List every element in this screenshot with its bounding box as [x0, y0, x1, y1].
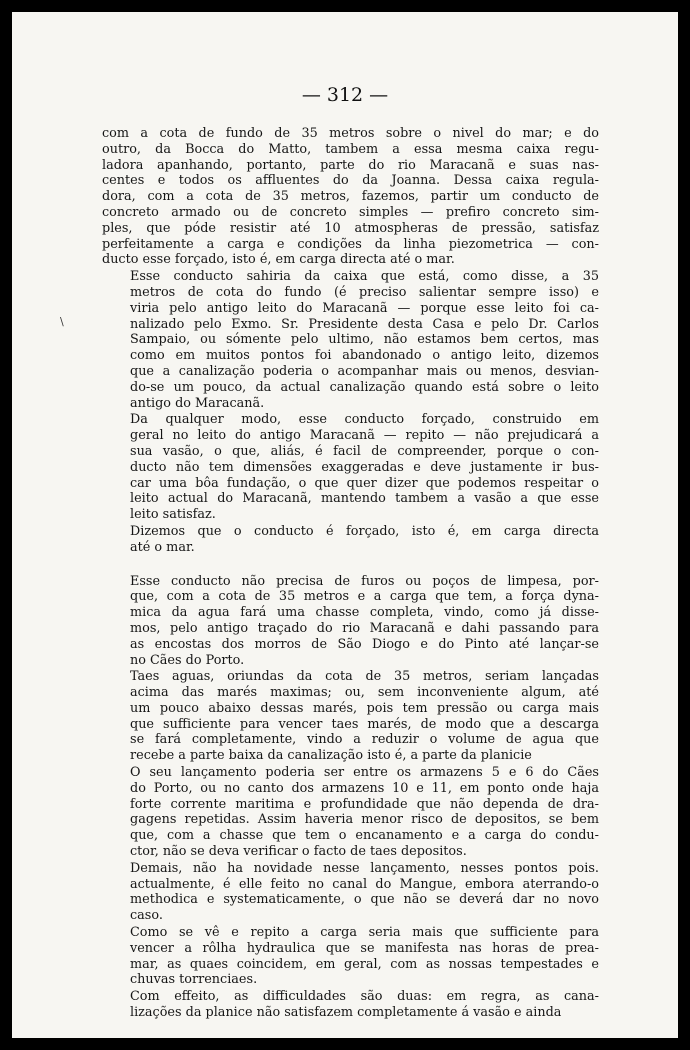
text-line: se fará completamente, vindo a reduzir o volume de agua que — [130, 732, 599, 748]
text-line: que, com a chasse que tem o encanamento e a carga do condu- — [130, 828, 599, 844]
body-text — [102, 126, 599, 1021]
text-line: Com effeito, as difficuldades são duas: em regra, as cana- — [130, 989, 599, 1005]
text-line: nalizado pelo Exmo. Sr. Presidente desta Casa e pelo Dr. Carlos — [130, 316, 599, 332]
book-page — [12, 12, 678, 1038]
text-line: Da qualquer modo, esse conducto forçado, construido em — [130, 412, 599, 428]
text-line: leito actual do Maracanã, mantendo tambem a vasão a que esse — [130, 491, 599, 507]
text-line: ducto não tem dimensões exaggeradas e deve justamente ir bus- — [130, 459, 599, 475]
paragraph — [102, 925, 599, 988]
text-line: gagens repetidas. Assim haveria menor risco de depositos, se bem — [130, 812, 599, 828]
text-line: Esse conducto não precisa de furos ou poços de limpesa, por- — [130, 573, 599, 589]
paragraph — [102, 524, 599, 556]
text-line: acima das marés maximas; ou, sem inconveniente algum, até — [130, 685, 599, 701]
text-line: que, com a cota de 35 metros e a carga que tem, a força dyna- — [130, 589, 599, 605]
text-line: chuvas torrenciaes. — [130, 972, 258, 988]
text-line: ladora apanhando, portanto, parte do rio Maracanã e suas nas- — [102, 157, 599, 173]
margin-mark: \ — [60, 315, 64, 328]
text-line: metros de cota do fundo (é preciso salientar sempre isso) e — [130, 284, 599, 300]
text-line: que sufficiente para vencer taes marés, de modo que a descarga — [130, 716, 599, 732]
paragraph — [102, 765, 599, 860]
text-line: Taes aguas, oriundas da cota de 35 metros, seriam lançadas — [130, 669, 599, 685]
text-line: O seu lançamento poderia ser entre os armazens 5 e 6 do Cães — [130, 765, 599, 781]
text-line: ctor, não se deva verificar o facto de taes depositos. — [130, 844, 467, 860]
text-line: Demais, não ha novidade nesse lançamento, nesses pontos pois. — [130, 860, 599, 876]
text-line: forte corrente maritima e profundidade que não dependa de dra- — [130, 796, 599, 812]
text-line: recebe a parte baixa da canalização isto é, a parte da planicie — [130, 748, 532, 764]
text-line: Como se vê e repito a carga seria mais que sufficiente para — [130, 925, 599, 941]
text-line: centes e todos os affluentes do da Joanna. Dessa caixa regula- — [102, 173, 599, 189]
text-line: vencer a rôlha hydraulica que se manifesta nas horas de prea- — [130, 940, 599, 956]
text-line: lizações da planice não satisfazem completamente á vasão e ainda — [130, 1005, 562, 1021]
text-line: que a canalização poderia o acompanhar mais ou menos, desvian- — [130, 363, 599, 379]
text-line: Esse conducto sahiria da caixa que está, como disse, a 35 — [130, 269, 599, 285]
text-line: antigo do Maracanã. — [130, 395, 265, 411]
text-line: no Cães do Porto. — [130, 652, 245, 668]
paragraph — [102, 989, 599, 1021]
text-line: mar, as quaes coincidem, em geral, com as nossas tempestades e — [130, 956, 599, 972]
text-line: mica da agua fará uma chasse completa, vindo, como já disse- — [130, 605, 599, 621]
paragraph — [102, 574, 599, 669]
paragraph — [102, 861, 599, 924]
text-line: Sampaio, ou sómente pelo ultimo, não estamos bem certos, mas — [130, 332, 599, 348]
paragraph — [102, 269, 599, 411]
text-line: do-se um pouco, da actual canalização quando está sobre o leito — [130, 379, 599, 395]
text-line: actualmente, é elle feito no canal do Mangue, embora aterrando-o — [130, 876, 599, 892]
text-line: geral no leito do antigo Maracanã — repito — não prejudicará a — [130, 428, 599, 444]
text-line: outro, da Bocca do Matto, tambem a essa mesma caixa regu- — [102, 141, 599, 157]
page-number: — 312 — — [301, 84, 389, 106]
text-line: sua vasão, o que, aliás, é facil de compreender, porque o con- — [130, 443, 599, 459]
text-line: caso. — [130, 908, 163, 924]
text-line: concreto armado ou de concreto simples — prefiro concreto sim- — [102, 204, 599, 220]
text-line: perfeitamente a carga e condições da linha piezometrica — con- — [102, 236, 599, 252]
text-line: ples, que póde resistir até 10 atmospheras de pressão, satisfaz — [102, 220, 599, 236]
paragraph — [102, 669, 599, 764]
text-line: viria pelo antigo leito do Maracanã — porque esse leito foi ca- — [130, 300, 599, 316]
text-line: car uma bôa fundação, o que quer dizer que podemos respeitar o — [130, 475, 599, 491]
text-line: leito satisfaz. — [130, 507, 216, 523]
text-line: um pouco abaixo dessas marés, pois tem pressão ou carga mais — [130, 700, 599, 716]
text-line: como em muitos pontos foi abandonado o antigo leito, dizemos — [130, 348, 599, 364]
text-line: com a cota de fundo de 35 metros sobre o nivel do mar; e do — [102, 126, 599, 141]
text-line: mos, pelo antigo traçado do rio Maracanã e dahi passando para — [130, 620, 599, 636]
text-line: do Porto, ou no canto dos armazens 10 e 11, em ponto onde haja — [130, 780, 599, 796]
text-line: até o mar. — [130, 539, 195, 555]
text-line: as encostas dos morros de São Diogo e do Pinto até lançar-se — [130, 636, 599, 652]
text-line: ducto esse forçado, isto é, em carga directa até o mar. — [102, 252, 455, 268]
paragraph — [102, 126, 599, 268]
text-line: dora, com a cota de 35 metros, fazemos, partir um conducto de — [102, 189, 599, 205]
text-line: Dizemos que o conducto é forçado, isto é, em carga directa — [130, 523, 599, 539]
paragraph — [102, 412, 599, 523]
text-line: methodica e systematicamente, o que não se deverá dar no novo — [130, 892, 599, 908]
